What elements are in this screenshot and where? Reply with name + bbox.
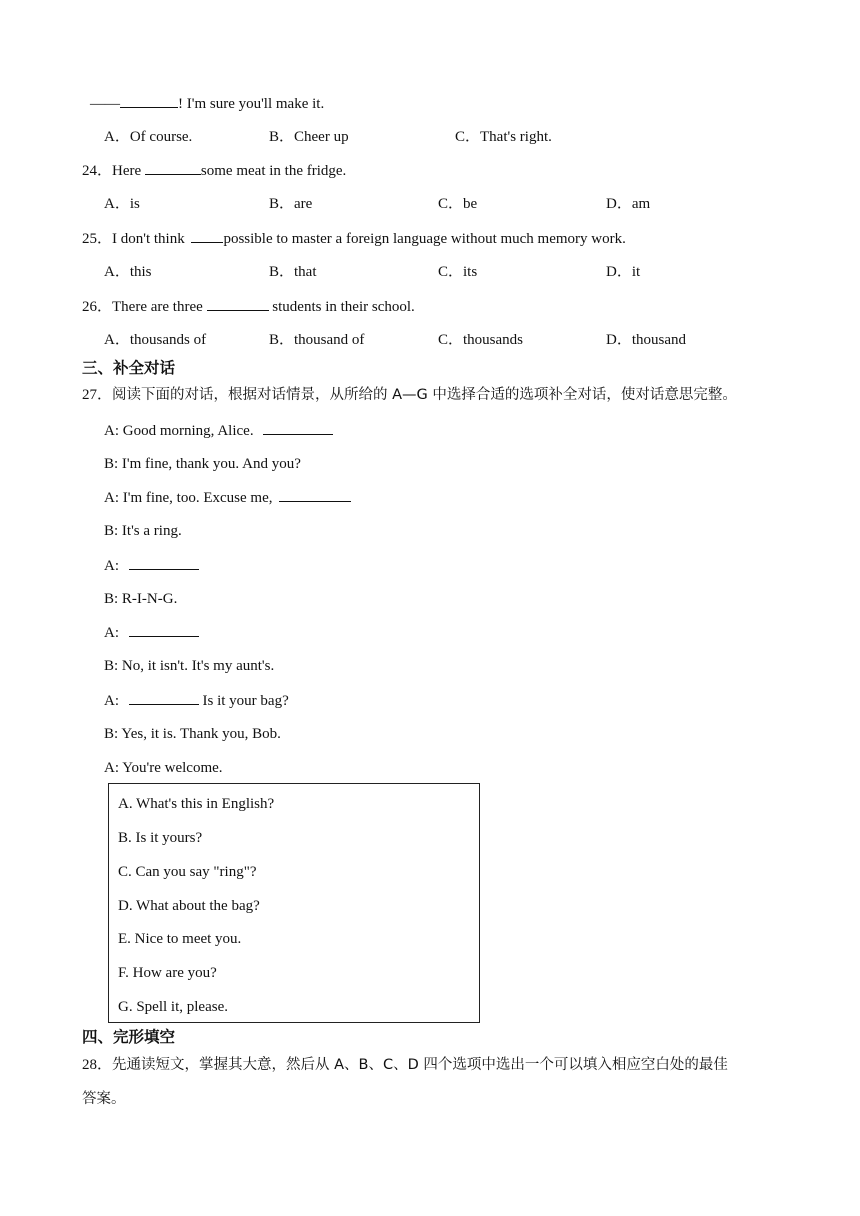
q25-option-c: C．its <box>438 264 478 280</box>
choice-a: A. What's this in English? <box>118 796 275 812</box>
q24-blank <box>145 160 201 175</box>
q23-blank <box>120 93 178 108</box>
q24-option-d: D．am <box>606 196 651 212</box>
choice-b: B. Is it yours? <box>118 830 203 846</box>
q24-number: 24． <box>82 163 113 179</box>
q23-prompt <box>90 93 324 114</box>
dialogue-blank-4 <box>129 622 199 637</box>
q26-option-b: B．thousand of <box>269 332 365 348</box>
q23-option-c: C．That's right. <box>455 129 552 145</box>
dialogue-line-1-text: A: Good morning, Alice. <box>104 423 258 439</box>
choices-box <box>108 783 480 1023</box>
q23-prompt-prefix: —— <box>90 96 120 112</box>
q28-instruction-line1 <box>82 1055 728 1075</box>
q24-before: Here <box>112 163 145 179</box>
q28-instruction-text-1: 先通读短文，掌握其大意，然后从 A、B、C、D 四个选项中选出一个可以填入相应空白处的最佳 <box>112 1057 728 1073</box>
q24-stem <box>82 160 346 181</box>
q25-number: 25． <box>82 231 113 247</box>
dialogue-line-10: B: Yes, it is. Thank you, Bob. <box>104 726 281 742</box>
q25-option-a: A．this <box>104 264 152 280</box>
dialogue-blank-5 <box>129 690 199 705</box>
dialogue-line-9-after: Is it your bag? <box>198 693 289 709</box>
choice-e: E. Nice to meet you. <box>118 931 242 947</box>
choice-c: C. Can you say "ring"? <box>118 864 257 880</box>
dialogue-line-5 <box>104 555 199 576</box>
dialogue-blank-2 <box>279 487 351 502</box>
choice-f: F. How are you? <box>118 965 217 981</box>
q27-instruction-text: 阅读下面的对话，根据对话情景，从所给的 A—G 中选择合适的选项补全对话，使对话意思完整。 <box>112 387 737 403</box>
q26-before: There are three <box>112 299 207 315</box>
q26-blank <box>207 296 269 311</box>
dialogue-line-7 <box>104 622 199 643</box>
dialogue-blank-3 <box>129 555 199 570</box>
q25-stem <box>82 228 626 249</box>
dialogue-line-7-text: A: <box>104 625 123 641</box>
q24-after: some meat in the fridge. <box>200 163 347 179</box>
dialogue-blank-1 <box>263 420 333 435</box>
q25-blank <box>191 228 223 243</box>
q23-prompt-suffix: ! I'm sure you'll make it. <box>178 96 325 112</box>
dialogue-line-3 <box>104 487 351 508</box>
dialogue-line-11: A: You're welcome. <box>104 760 223 776</box>
q25-option-b: B．that <box>269 264 317 280</box>
dialogue-line-9-text: A: <box>104 693 123 709</box>
dialogue-line-1 <box>104 420 333 441</box>
q25-before: I don't think <box>112 231 189 247</box>
q26-option-d: D．thousand <box>606 332 686 348</box>
dialogue-line-4: B: It's a ring. <box>104 523 182 539</box>
q23-option-a: A．Of course. <box>104 129 193 145</box>
q26-option-c: C．thousands <box>438 332 524 348</box>
q24-option-a: A．is <box>104 196 140 212</box>
choice-d: D. What about the bag? <box>118 898 260 914</box>
q23-option-b: B．Cheer up <box>269 129 349 145</box>
q26-stem <box>82 296 415 317</box>
dialogue-line-3-text: A: I'm fine, too. Excuse me, <box>104 490 277 506</box>
q27-number: 27． <box>82 387 113 403</box>
section3-heading: 三、补全对话 <box>82 359 176 377</box>
dialogue-line-2: B: I'm fine, thank you. And you? <box>104 456 301 472</box>
section4-heading: 四、完形填空 <box>82 1028 176 1046</box>
q27-instruction <box>82 385 737 405</box>
q26-option-a: A．thousands of <box>104 332 207 348</box>
q25-after: possible to master a foreign language without much memory work. <box>223 231 626 247</box>
dialogue-line-9 <box>104 690 289 711</box>
q25-option-d: D．it <box>606 264 641 280</box>
choice-g: G. Spell it, please. <box>118 999 228 1015</box>
q28-instruction-line2: 答案。 <box>82 1091 126 1107</box>
q26-after: students in their school. <box>268 299 415 315</box>
q26-number: 26． <box>82 299 113 315</box>
dialogue-line-6: B: R-I-N-G. <box>104 591 178 607</box>
dialogue-line-5-text: A: <box>104 558 123 574</box>
dialogue-line-8: B: No, it isn't. It's my aunt's. <box>104 658 275 674</box>
q28-number: 28． <box>82 1057 113 1073</box>
q24-option-b: B．are <box>269 196 313 212</box>
q24-option-c: C．be <box>438 196 478 212</box>
